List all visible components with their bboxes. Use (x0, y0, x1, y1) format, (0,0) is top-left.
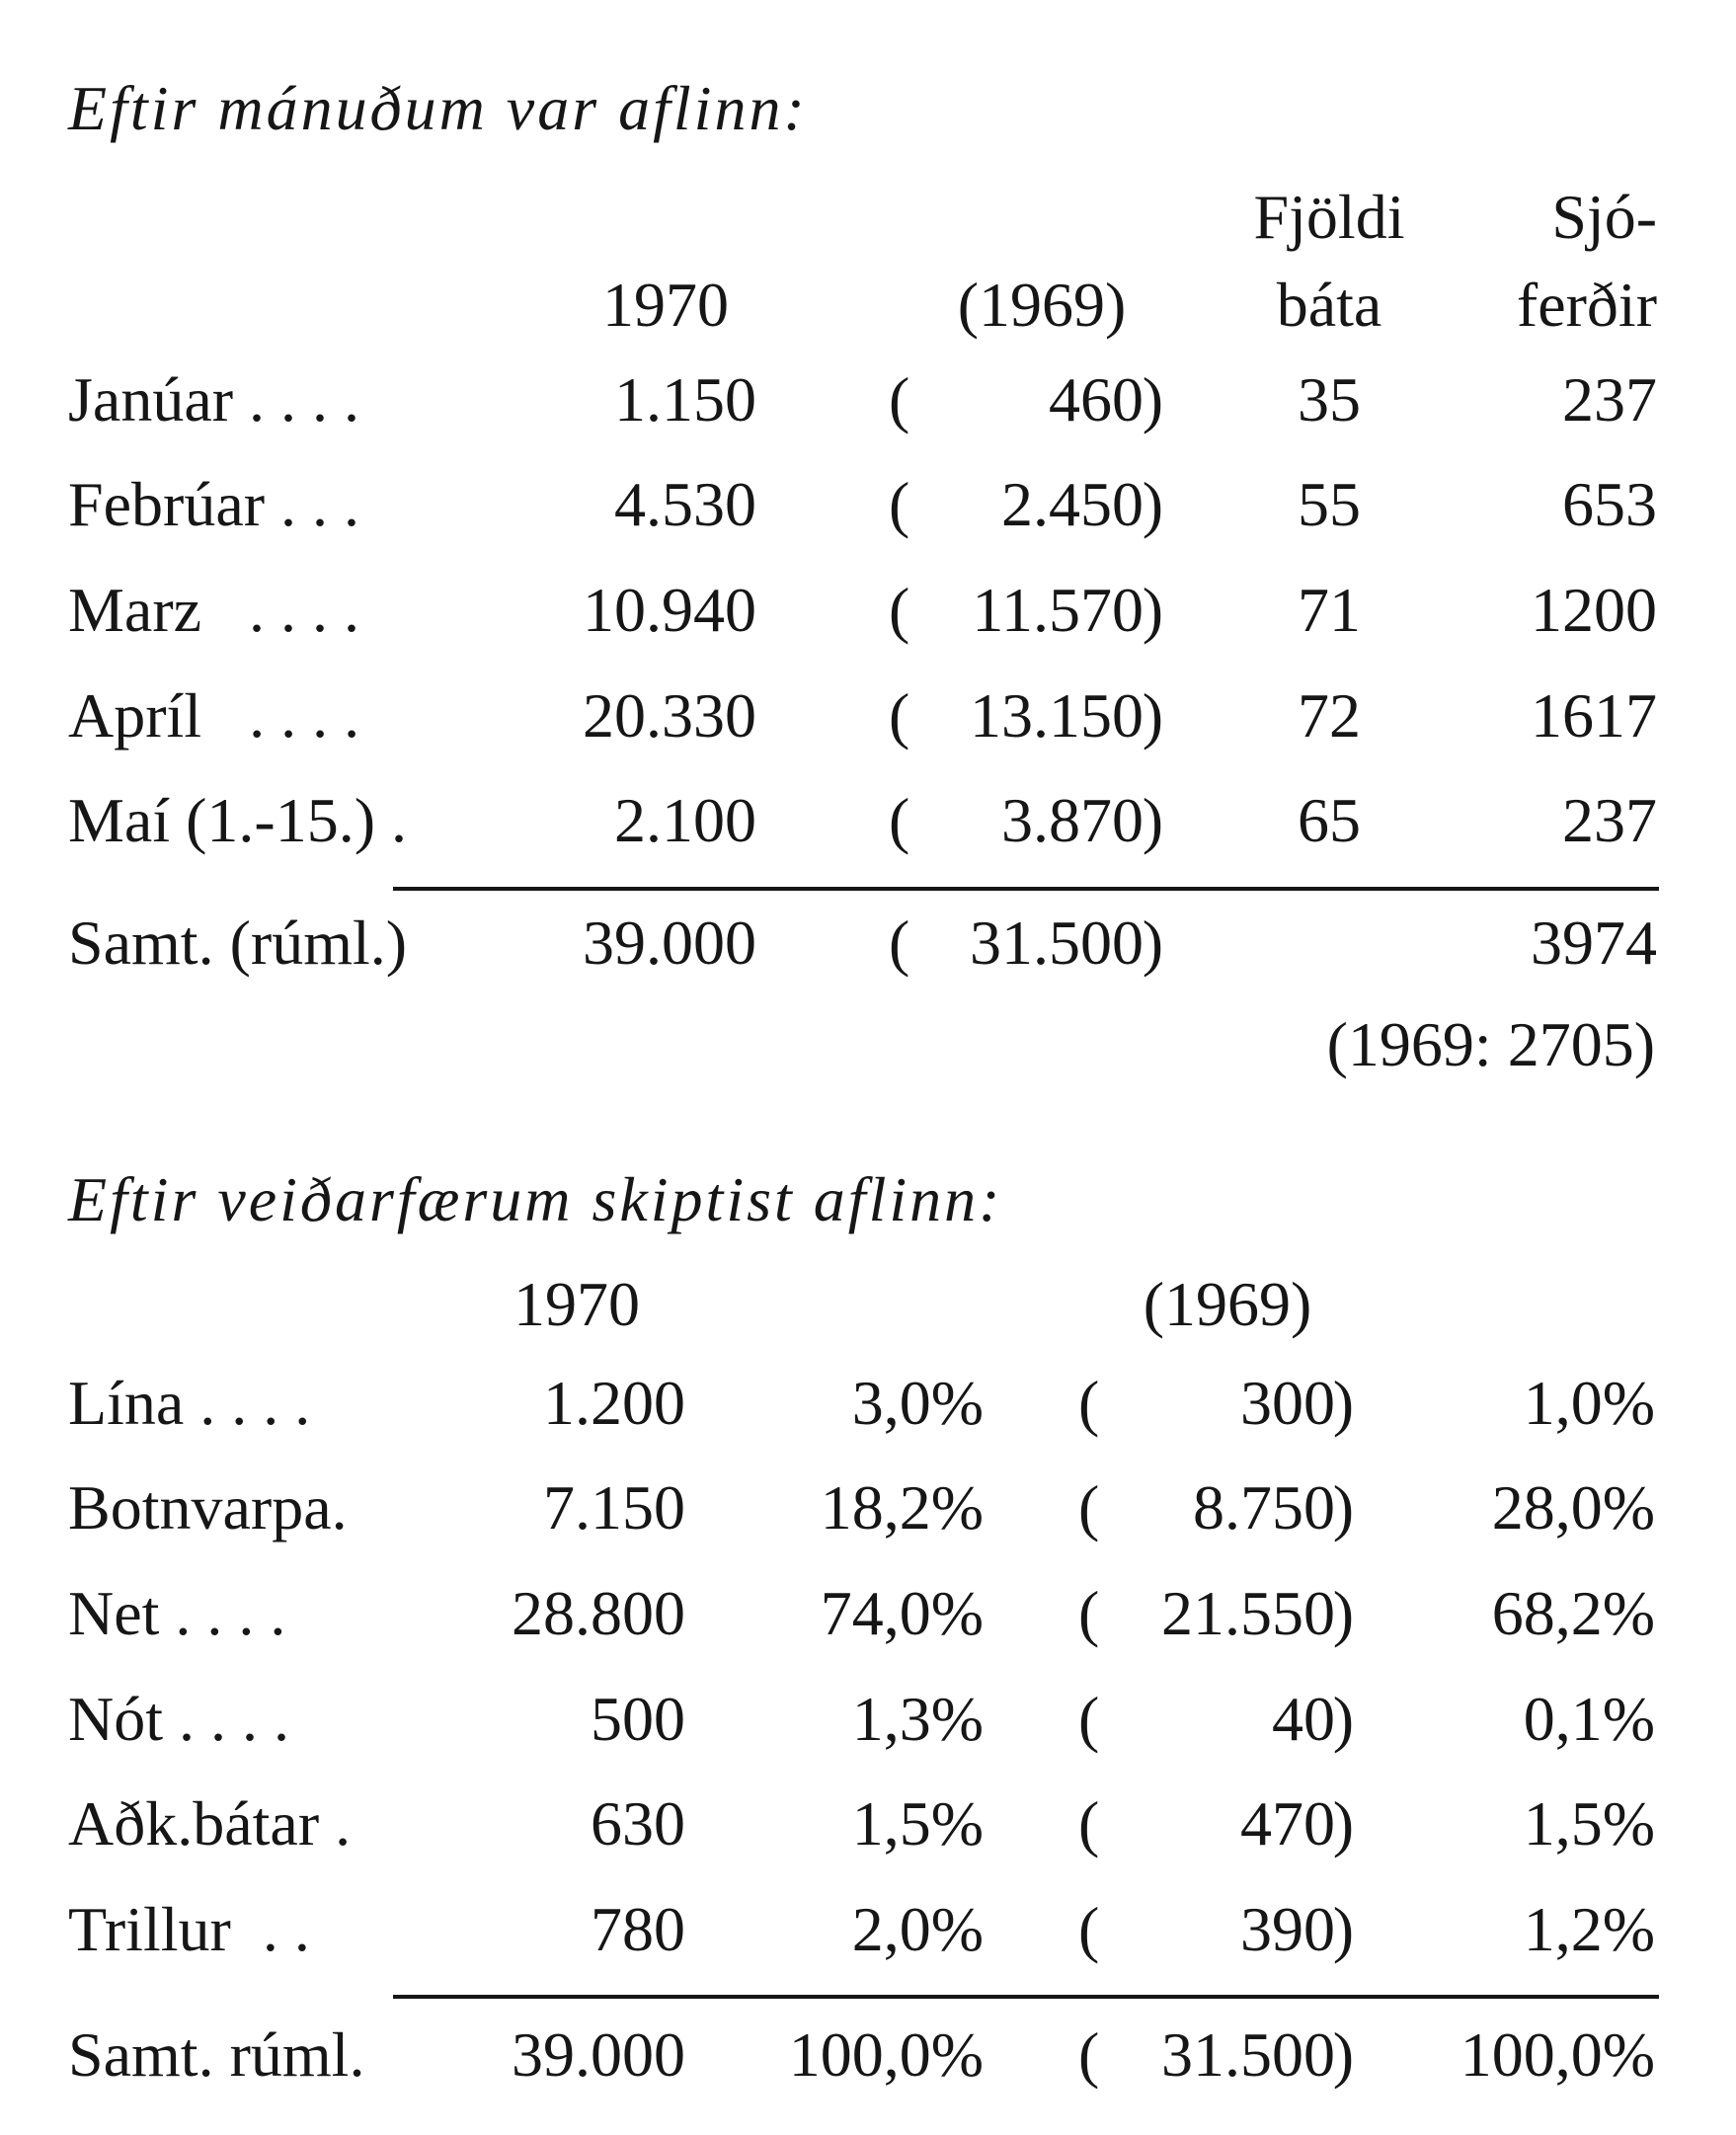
value-1970: 780 (591, 1894, 685, 1964)
row-label: Janúar . . . . (68, 364, 360, 435)
row-label: Maí (1.-15.) . (68, 785, 408, 855)
paren-open: ( (1078, 2019, 1100, 2090)
trips-count: 237 (1562, 364, 1657, 435)
total-rule (393, 887, 1659, 891)
paren-open: ( (889, 680, 910, 751)
value-1970: 1.200 (543, 1368, 685, 1438)
paren-close: ) (1142, 364, 1163, 435)
value-1970: 20.330 (583, 680, 756, 751)
paren-close: ) (1142, 908, 1163, 978)
total-trips: 3974 (1531, 908, 1657, 978)
value-1969: 13.150 (970, 680, 1144, 751)
value-1969: 8.750 (1193, 1472, 1335, 1542)
paren-open: ( (889, 469, 910, 539)
paren-close: ) (1332, 1788, 1354, 1858)
percent-1970: 100,0% (788, 2019, 984, 2090)
row-label: Botnvarpa. (68, 1472, 348, 1542)
percent-1970: 1,5% (851, 1788, 984, 1858)
percent-1969: 1,2% (1523, 1894, 1655, 1964)
paren-close: ) (1332, 1368, 1354, 1438)
percent-1969: 1,5% (1523, 1788, 1655, 1858)
percent-1969: 100,0% (1460, 2019, 1655, 2090)
value-1970: 7.150 (543, 1472, 685, 1542)
value-1970: 500 (591, 1684, 685, 1754)
paren-close: ) (1332, 1472, 1354, 1542)
value-1969: 11.570 (972, 575, 1144, 645)
percent-1969: 28,0% (1491, 1472, 1655, 1542)
total-1969: 31.500 (970, 908, 1144, 978)
percent-1970: 2,0% (851, 1894, 984, 1964)
value-1969: 300 (1240, 1368, 1335, 1438)
boats-count: 72 (1298, 680, 1361, 751)
section1-title: Eftir mánuðum var aflinn: (68, 73, 808, 143)
row-label: Apríl . . . . (68, 680, 360, 751)
percent-1970: 74,0% (820, 1578, 984, 1648)
paren-close: ) (1332, 1684, 1354, 1754)
total-rule (393, 1995, 1659, 1999)
trips-count: 653 (1562, 469, 1657, 539)
row-label: Samt. rúml. (68, 2019, 365, 2090)
paren-close: ) (1142, 575, 1163, 645)
header-1969: (1969) (1143, 1269, 1312, 1339)
boats-count: 65 (1298, 785, 1361, 855)
paren-open: ( (1078, 1788, 1100, 1858)
paren-close: ) (1142, 469, 1163, 539)
header-boats-top: Fjöldi (1253, 182, 1405, 252)
paren-open: ( (889, 785, 910, 855)
trips-count: 237 (1562, 785, 1657, 855)
boats-count: 71 (1298, 575, 1361, 645)
paren-open: ( (1078, 1578, 1100, 1648)
trips-count: 1617 (1531, 680, 1657, 751)
header-1969: (1969) (957, 270, 1127, 340)
paren-open: ( (889, 908, 910, 978)
percent-1969: 0,1% (1523, 1684, 1655, 1754)
value-1970: 630 (591, 1788, 685, 1858)
paren-open: ( (889, 364, 910, 435)
value-1969: 40 (1272, 1684, 1335, 1754)
value-1969: 31.500 (1161, 2019, 1335, 2090)
row-label: Lína . . . . (68, 1368, 311, 1438)
value-1969: 470 (1240, 1788, 1335, 1858)
paren-close: ) (1142, 680, 1163, 751)
total-label: Samt. (rúml.) (68, 908, 408, 978)
paren-close: ) (1142, 785, 1163, 855)
percent-1970: 1,3% (851, 1684, 984, 1754)
value-1969: 3.870 (1001, 785, 1144, 855)
percent-1969: 68,2% (1491, 1578, 1655, 1648)
value-1970: 2.100 (614, 785, 756, 855)
percent-1969: 1,0% (1523, 1368, 1655, 1438)
row-label: Febrúar . . . (68, 469, 360, 539)
value-1970: 10.940 (583, 575, 756, 645)
value-1969: 390 (1240, 1894, 1335, 1964)
boats-count: 55 (1298, 469, 1361, 539)
header-trips-top: Sjó- (1551, 182, 1657, 252)
paren-close: ) (1332, 1578, 1354, 1648)
paren-open: ( (1078, 1894, 1100, 1964)
paren-close: ) (1332, 1894, 1354, 1964)
paren-open: ( (889, 575, 910, 645)
trips-count: 1200 (1531, 575, 1657, 645)
row-label: Nót . . . . (68, 1684, 289, 1754)
row-label: Aðk.bátar . (68, 1788, 352, 1858)
value-1970: 4.530 (614, 469, 756, 539)
paren-open: ( (1078, 1684, 1100, 1754)
row-label: Net . . . . (68, 1578, 286, 1648)
percent-1970: 18,2% (820, 1472, 984, 1542)
header-1970: 1970 (602, 270, 729, 340)
paren-open: ( (1078, 1368, 1100, 1438)
row-label: Marz . . . . (68, 575, 360, 645)
boats-count: 35 (1298, 364, 1361, 435)
header-boats-bottom: báta (1276, 270, 1382, 340)
value-1969: 460 (1049, 364, 1144, 435)
value-1970: 1.150 (614, 364, 756, 435)
value-1970: 28.800 (512, 1578, 685, 1648)
total-note: (1969: 2705) (1326, 1009, 1655, 1079)
row-label: Trillur . . (68, 1894, 310, 1964)
header-1970: 1970 (513, 1269, 640, 1339)
value-1970: 39.000 (512, 2019, 685, 2090)
header-trips-bottom: ferðir (1516, 270, 1657, 340)
section2-title: Eftir veiðarfærum skiptist aflinn: (68, 1164, 1003, 1234)
value-1969: 2.450 (1001, 469, 1144, 539)
value-1969: 21.550 (1161, 1578, 1335, 1648)
total-1970: 39.000 (583, 908, 756, 978)
paren-close: ) (1332, 2019, 1354, 2090)
percent-1970: 3,0% (851, 1368, 984, 1438)
paren-open: ( (1078, 1472, 1100, 1542)
